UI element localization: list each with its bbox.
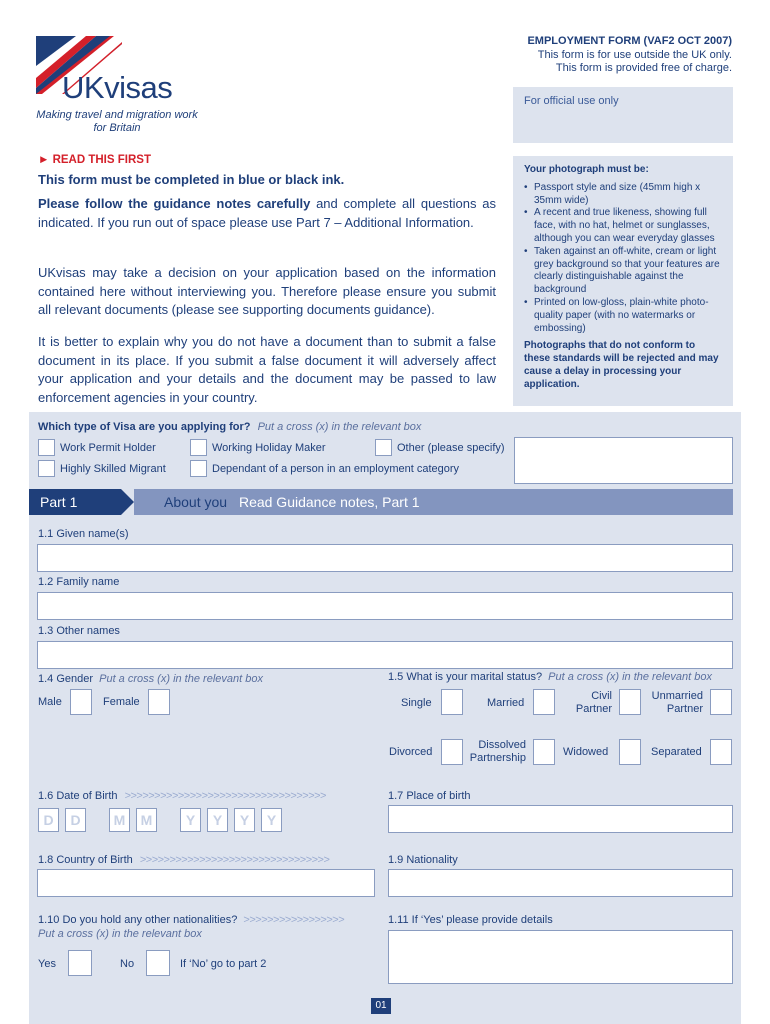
if-no-instruction: If ‘No’ go to part 2 bbox=[180, 958, 267, 970]
dissolved-partnership-checkbox[interactable] bbox=[533, 739, 555, 765]
yes-label: Yes bbox=[38, 958, 56, 970]
visa-question-hint: Put a cross (x) in the relevant box bbox=[257, 421, 422, 433]
separated-label: Separated bbox=[651, 746, 702, 758]
given-name-label: 1.1 Given name(s) bbox=[38, 528, 129, 540]
part1-tab: Part 1 bbox=[29, 489, 121, 515]
page-number: 01 bbox=[371, 998, 391, 1014]
civil-partner-checkbox[interactable] bbox=[619, 689, 641, 715]
dob-year-2[interactable]: Y bbox=[207, 808, 228, 832]
partnership-text: Partnership bbox=[469, 752, 526, 764]
other-names-field[interactable] bbox=[37, 641, 733, 669]
photo-title: Your photograph must be: bbox=[524, 164, 649, 175]
married-checkbox[interactable] bbox=[533, 689, 555, 715]
widowed-checkbox[interactable] bbox=[619, 739, 641, 765]
guidance-rest: and complete all questions as indicated. If you run out of space please use Part 7 – Additional Information. bbox=[38, 196, 496, 230]
dob-year-1[interactable]: Y bbox=[180, 808, 201, 832]
dissolved-text: Dissolved bbox=[478, 739, 526, 751]
if-yes-label: 1.11 If ‘Yes’ please provide details bbox=[388, 914, 553, 926]
divorced-label: Divorced bbox=[389, 746, 433, 758]
photo-requirements-list bbox=[524, 182, 722, 336]
dissolved-partnership-label bbox=[466, 739, 526, 765]
civil-text: Civil bbox=[591, 690, 612, 702]
dob-year-4[interactable]: Y bbox=[261, 808, 282, 832]
nationality-field[interactable] bbox=[388, 869, 733, 897]
wordmark-uk: UK bbox=[62, 70, 105, 105]
ukvisas-wordmark bbox=[62, 70, 172, 106]
part1-about: About you bbox=[164, 494, 228, 510]
civil-partner-label bbox=[570, 690, 612, 716]
other-nationality-no-checkbox[interactable] bbox=[146, 950, 170, 976]
visa-work-permit-checkbox[interactable] bbox=[38, 439, 55, 456]
photo-requirement: • Printed on low-gloss, plain-white photo-quality paper (with no watermarks or embossing) bbox=[524, 297, 722, 335]
visa-other-label: Other (please specify) bbox=[397, 442, 505, 454]
partner-text: Partner bbox=[575, 703, 612, 715]
photo-warning: Photographs that do not conform to these standards will be rejected and may cause a delay in processing your application. bbox=[524, 340, 719, 390]
other-names-label: 1.3 Other names bbox=[38, 625, 120, 637]
other-nationality-yes-checkbox[interactable] bbox=[68, 950, 92, 976]
female-label: Female bbox=[103, 696, 140, 708]
visa-other-specify-field[interactable] bbox=[514, 437, 733, 484]
photo-requirements-box bbox=[513, 156, 733, 406]
divorced-checkbox[interactable] bbox=[441, 739, 463, 765]
part1-arrow bbox=[121, 489, 134, 515]
official-use-box bbox=[513, 87, 733, 143]
visa-other-checkbox[interactable] bbox=[375, 439, 392, 456]
visa-dependant-checkbox[interactable] bbox=[190, 460, 207, 477]
ink-instruction: This form must be completed in blue or black ink. bbox=[38, 172, 345, 187]
unmarried-partner-checkbox[interactable] bbox=[710, 689, 732, 715]
country-question bbox=[38, 854, 329, 866]
given-name-field[interactable] bbox=[37, 544, 733, 572]
part1-title-bar bbox=[134, 489, 733, 515]
no-label: No bbox=[120, 958, 135, 970]
dob-year-3[interactable]: Y bbox=[234, 808, 255, 832]
wordmark-visas: visas bbox=[104, 70, 173, 105]
other-nationalities-label: 1.10 Do you hold any other nationalities? bbox=[38, 914, 238, 926]
male-checkbox[interactable] bbox=[70, 689, 92, 715]
marital-hint: Put a cross (x) in the relevant box bbox=[548, 671, 712, 683]
part1-guidance: Read Guidance notes, Part 1 bbox=[238, 494, 420, 510]
place-of-birth-label: 1.7 Place of birth bbox=[388, 790, 471, 802]
country-label: 1.8 Country of Birth bbox=[38, 854, 133, 866]
photo-requirement: • Passport style and size (45mm high x 35mm wide) bbox=[524, 182, 722, 208]
visa-working-holiday-label: Working Holiday Maker bbox=[212, 442, 326, 454]
guidance-bold: Please follow the guidance notes carefully bbox=[38, 196, 311, 211]
gender-label: 1.4 Gender bbox=[38, 673, 94, 685]
visa-highly-skilled-label: Highly Skilled Migrant bbox=[60, 463, 166, 475]
read-first-heading: ► READ THIS FIRST bbox=[38, 154, 151, 166]
part1-header bbox=[29, 489, 733, 515]
other-nationality-details-field[interactable] bbox=[388, 930, 733, 984]
marital-question bbox=[388, 671, 712, 683]
place-of-birth-field[interactable] bbox=[388, 805, 733, 833]
partner2-text: Partner bbox=[666, 703, 703, 715]
visa-question-text: Which type of Visa are you applying for? bbox=[38, 421, 251, 433]
dob-month-2[interactable]: M bbox=[136, 808, 157, 832]
other-nationalities-question bbox=[38, 914, 344, 926]
single-checkbox[interactable] bbox=[441, 689, 463, 715]
form-subtitle-1: This form is for use outside the UK only. bbox=[537, 49, 732, 61]
widowed-label: Widowed bbox=[563, 746, 609, 758]
gender-hint: Put a cross (x) in the relevant box bbox=[99, 673, 263, 685]
visa-type-question bbox=[38, 421, 421, 433]
dob-arrows: >>>>>>>>>>>>>>>>>>>>>>>>>>>>>>>>>> bbox=[124, 790, 326, 802]
separated-checkbox[interactable] bbox=[710, 739, 732, 765]
country-arrows: >>>>>>>>>>>>>>>>>>>>>>>>>>>>>>>> bbox=[139, 854, 330, 866]
unmarried-text: Unmarried bbox=[651, 690, 703, 702]
single-label: Single bbox=[401, 697, 432, 709]
female-checkbox[interactable] bbox=[148, 689, 170, 715]
visa-highly-skilled-checkbox[interactable] bbox=[38, 460, 55, 477]
form-subtitle-2: This form is provided free of charge. bbox=[555, 62, 732, 74]
nationality-label: 1.9 Nationality bbox=[388, 854, 458, 866]
unmarried-partner-label bbox=[644, 690, 703, 716]
country-of-birth-field[interactable] bbox=[37, 869, 375, 897]
dob-label: 1.6 Date of Birth bbox=[38, 790, 118, 802]
gender-question bbox=[38, 673, 263, 685]
dob-question bbox=[38, 790, 326, 802]
married-label: Married bbox=[487, 697, 525, 709]
visa-dependant-label: Dependant of a person in an employment category bbox=[212, 463, 460, 475]
other-nationalities-arrows: >>>>>>>>>>>>>>>>> bbox=[243, 914, 345, 926]
dob-day-2[interactable]: D bbox=[65, 808, 86, 832]
decision-paragraph: UKvisas may take a decision on your application based on the information contained here without interviewing you. Therefore please ensure you submit all relevant documents (please see supporting documents guidance). bbox=[38, 265, 496, 318]
family-name-label: 1.2 Family name bbox=[38, 576, 120, 588]
photo-requirement: • A recent and true likeness, showing full face, with no hat, helmet or sunglasses, although you can wear everyday glasses bbox=[524, 207, 722, 245]
dob-month-1[interactable]: M bbox=[109, 808, 130, 832]
false-document-paragraph: It is better to explain why you do not have a document than to submit a false document in its place. If you submit a false document it will adversely affect your application and your details and the document may be passed to law enforcement agencies in your country. bbox=[38, 334, 496, 405]
visa-working-holiday-checkbox[interactable] bbox=[190, 439, 207, 456]
visa-work-permit-label: Work Permit Holder bbox=[60, 442, 156, 454]
male-label: Male bbox=[38, 696, 62, 708]
form-title: EMPLOYMENT FORM (VAF2 OCT 2007) bbox=[527, 35, 732, 47]
official-use-label: For official use only bbox=[524, 95, 619, 107]
logo-tagline: Making travel and migration work for Britain bbox=[36, 109, 198, 134]
marital-label: 1.5 What is your marital status? bbox=[388, 671, 543, 683]
family-name-field[interactable] bbox=[37, 592, 733, 620]
guidance-paragraph bbox=[38, 195, 496, 232]
dob-day-1[interactable]: D bbox=[38, 808, 59, 832]
photo-requirement: • Taken against an off-white, cream or light grey background so that your features are clearly distinguishable against the background bbox=[524, 246, 722, 297]
other-nationalities-hint: Put a cross (x) in the relevant box bbox=[38, 928, 202, 940]
